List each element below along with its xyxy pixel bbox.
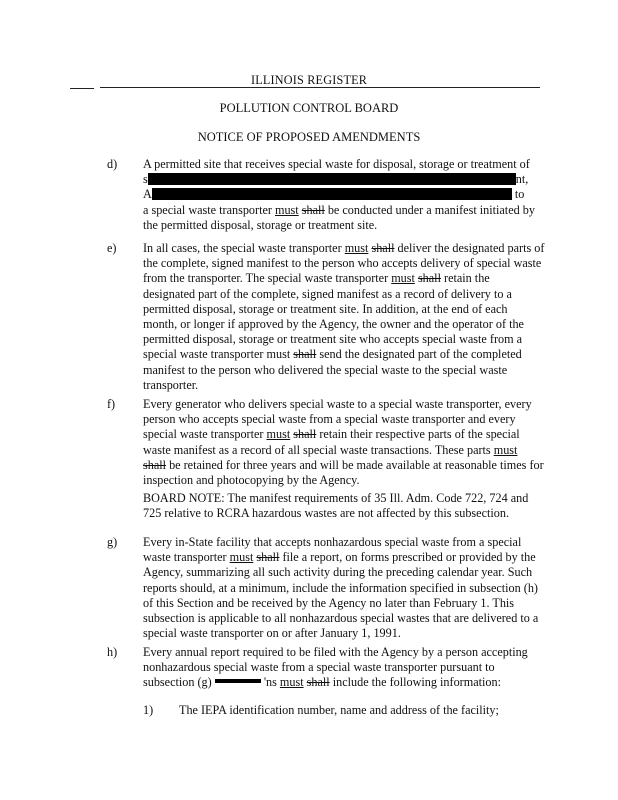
notice-title: NOTICE OF PROPOSED AMENDMENTS [197, 130, 421, 144]
section-e-label: e) [107, 241, 117, 255]
redaction-bar [148, 173, 516, 185]
section-d-label: d) [107, 157, 118, 171]
header-rule [100, 87, 540, 88]
section-e-text: In all cases, the special waste transporter must shall deliver the designated parts of the complete, signed manifest to the person who accepts delivery of special waste from the transporter. The special waste transporter must shall retain the designated part of the complete, signed manifest as a record of delivery to a permitted disposal, storage or treatment site. In addition, at the end of each month, or longer if approved by the Agency, the owner and the operator of the permitted disposal, storage or treatment site who accepts special waste from a special waste transporter must shall send the designated part of the completed manifest to the person who delivered the special waste to the special waste transporter. [143, 241, 545, 392]
board-note: BOARD NOTE: The manifest requirements of 35 Ill. Adm. Code 722, 724 and 725 relative to RCRA hazardous wastes are not affected by this subsection. [143, 491, 529, 521]
subsection-1-label: 1) [143, 703, 154, 717]
section-f-label: f) [107, 397, 116, 411]
section-h-label: h) [107, 645, 118, 659]
subsection-1-text: The IEPA identification number, name and address of the facility; [179, 703, 499, 717]
board-title: POLLUTION CONTROL BOARD [219, 101, 399, 115]
register-title: ILLINOIS REGISTER [250, 73, 368, 87]
section-d-text: A permitted site that receives special waste for disposal, storage or treatment of s nt, A to a special waste transporter must shall be conducted under a manifest initiated by the permitted disposal, storage or treatment site. [143, 157, 535, 232]
section-h-text: Every annual report required to be filed with the Agency by a person accepting nonhazardous special waste from a special waste transporter pursuant to subsection (g) 'ns must shall include the following information: [143, 645, 528, 690]
redaction-bar [152, 188, 512, 200]
section-g-text: Every in-State facility that accepts nonhazardous special waste from a special waste transporter must shall file a report, on forms prescribed or provided by the Agency, summarizing all such activity during the preceding calendar year. Such reports should, at a minimum, include the information specified in subsection (h) of this Section and be received by the Agency no later than February 1. This subsection is applicable to all nonhazardous special wastes that are delivered to a special waste transporter on or after January 1, 1991. [143, 535, 539, 641]
section-g-label: g) [107, 535, 118, 549]
section-f-text: Every generator who delivers special waste to a special waste transporter, every person who accepts special waste from a special waste transporter and every special waste transporter must shall retain their respective parts of the special waste manifest as a record of all special waste transactions. These parts must shall be retained for three years and will be made available at reasonable times for inspection and photocopying by the Agency. [143, 397, 544, 488]
header-rule-mark [70, 88, 94, 89]
redaction-bar [215, 679, 261, 683]
